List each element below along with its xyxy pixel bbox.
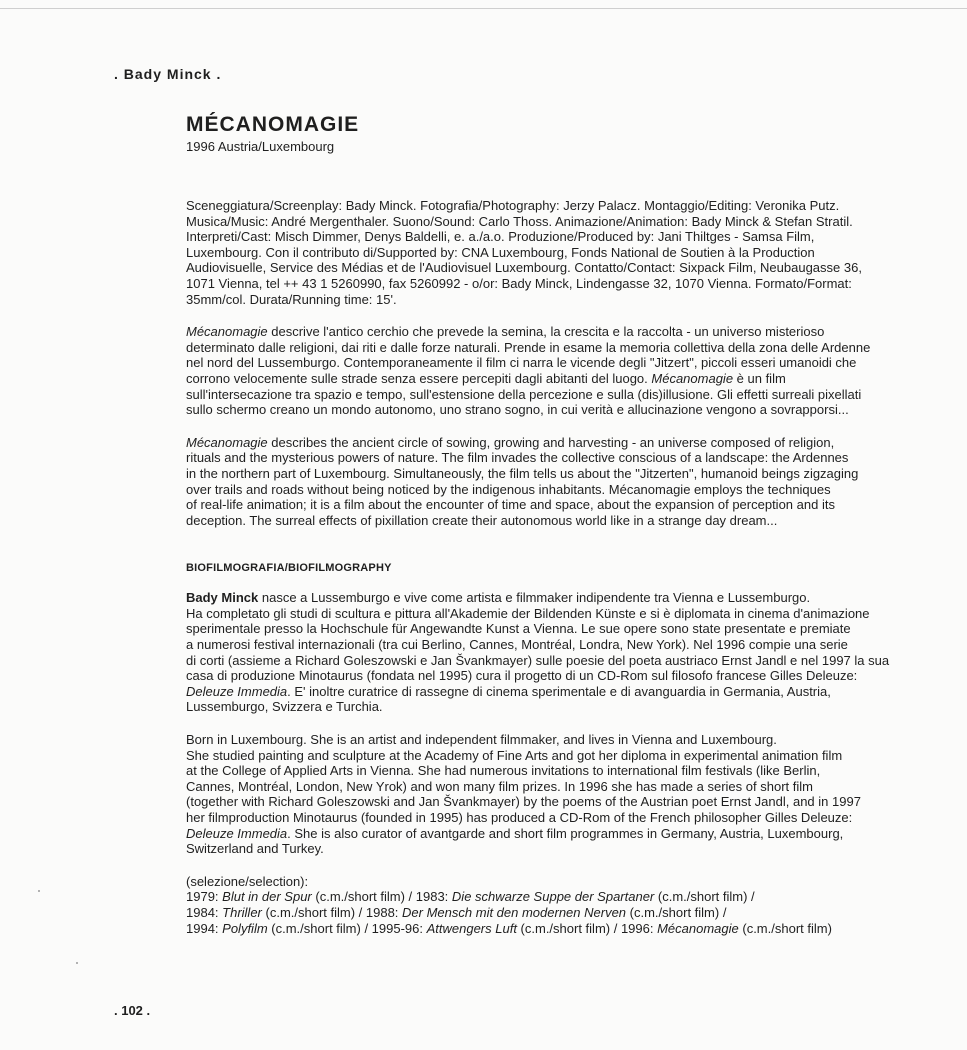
work-title-inline: Deleuze Immedia bbox=[186, 683, 288, 699]
film-entry-title: Polyfilm bbox=[222, 920, 268, 936]
bio-line: di corti (assieme a Richard Goleszowski e Jan Švankmayer) sulle poesie del poeta austriaco Ernst Jandl e nel 1997 la sua bbox=[186, 652, 890, 668]
bio-line: Cannes, Montréal, London, New Yrok) and won many film prizes. In 1996 she has made a series of short film bbox=[186, 778, 813, 794]
synopsis-line: determinato dalle religioni, dai riti e dalle forze naturali. Prende in esame la memoria collettiva della zona delle Ardenne bbox=[186, 339, 871, 355]
film-title: MÉCANOMAGIE bbox=[186, 113, 360, 136]
bio-line: her filmproduction Minotaurus (founded in 1995) has produced a CD-Rom of the French philosopher Gilles Deleuze: bbox=[186, 810, 853, 825]
credits-line: Luxembourg. Con il contributo di/Supported by: CNA Luxembourg, Fonds National de Soutien à la Production bbox=[186, 244, 815, 260]
top-rule bbox=[0, 8, 967, 9]
bio-line: Ha completato gli studi di scultura e pittura all'Akademie der Bildenden Künste e si è diplomata in cinema d'animazione bbox=[186, 605, 870, 621]
synopsis-english bbox=[186, 435, 898, 529]
author-header: . Bady Minck . bbox=[114, 66, 222, 82]
synopsis-text: describes the ancient circle of sowing, growing and harvesting - an universe composed of religion, bbox=[267, 434, 835, 450]
paper-speck bbox=[38, 890, 40, 892]
filmography-row bbox=[186, 889, 898, 905]
synopsis-text: descrive l'antico cerchio che prevede la semina, la crescita e la raccolta - un universo misterioso bbox=[267, 324, 825, 340]
page-number: . 102 . bbox=[114, 1003, 151, 1018]
filmography-selection bbox=[186, 874, 898, 936]
film-entry-title: Blut in der Spur bbox=[222, 889, 312, 905]
film-entry-meta: (c.m./short film) bbox=[738, 920, 832, 936]
film-year: 1994: bbox=[186, 920, 223, 936]
bio-line: Born in Luxembourg. She is an artist and independent filmmaker, and lives in Vienna and Luxembourg. bbox=[186, 732, 777, 748]
film-entry-meta: (c.m./short film) / 1988: bbox=[261, 904, 403, 920]
bio-line bbox=[186, 590, 898, 606]
bio-line: casa di produzione Minotaurus (fondata nel 1995) cura il progetto di un CD-Rom sul filosofo francese Gilles Deleuze: bbox=[186, 668, 858, 684]
bio-line: (together with Richard Goleszowski and Jan Švankmayer) by the poems of the Austrian poet Ernst Jandl, and in 1997 bbox=[186, 794, 861, 810]
credits-line: Musica/Music: André Mergenthaler. Suono/Sound: Carlo Thoss. Animazione/Animation: Bady Minck & Stefan Stratil. bbox=[186, 213, 853, 229]
bio-line: at the College of Applied Arts in Vienna. She had numerous invitations to international film festivals (like Berlin, bbox=[186, 763, 821, 779]
credits-line: Audiovisuelle, Service des Médias et de l'Audiovisuel Luxembourg. Contatto/Contact: Sixpack Film, Neubaugasse 36, bbox=[186, 260, 862, 276]
bio-text: . E' inoltre curatrice di rassegne di cinema sperimentale e di avanguardia in Germania, Austria, bbox=[287, 683, 831, 699]
synopsis-line: nel nord del Lussemburgo. Contemporaneamente il film ci narra le vicende degli "Jitzert", piccoli esseri umanoidi che bbox=[186, 355, 857, 371]
synopsis-line bbox=[186, 324, 898, 340]
biofilmography-heading: BIOFILMOGRAFIA/BIOFILMOGRAPHY bbox=[186, 562, 392, 575]
bio-line: Switzerland and Turkey. bbox=[186, 841, 324, 857]
synopsis-text: corrono velocemente sulle strade senza essere percepiti dagli abitanti del luogo. bbox=[186, 370, 652, 386]
film-subtitle: 1996 Austria/Luxembourg bbox=[186, 139, 335, 154]
author-name: Bady Minck bbox=[186, 590, 259, 606]
synopsis-line: rituals and the mysterious powers of nature. The film invades the collective conscious of a landscape: the Ardennes bbox=[186, 450, 849, 466]
selection-heading: (selezione/selection): bbox=[186, 873, 309, 889]
film-entry-title: Der Mensch mit den modernen Nerven bbox=[402, 904, 627, 920]
synopsis-line: sullo schermo creano un mondo autonomo, uno strano sogno, in cui verità e allucinazione vengono a sovrapporsi... bbox=[186, 402, 849, 418]
film-entry-title: Mécanomagie bbox=[657, 920, 739, 936]
biography-italian bbox=[186, 590, 898, 715]
film-entry-meta: (c.m./short film) / 1983: bbox=[311, 889, 452, 905]
film-entry-title: Attwengers Luft bbox=[426, 920, 517, 936]
film-entry-meta: (c.m./short film) / 1995-96: bbox=[267, 920, 427, 936]
credits-line: Sceneggiatura/Screenplay: Bady Minck. Fotografia/Photography: Jerzy Palacz. Montaggio/Editing: Veronika Putz. bbox=[186, 198, 840, 213]
film-year: 1984: bbox=[186, 904, 223, 920]
film-entry-meta: (c.m./short film) / bbox=[654, 889, 755, 905]
film-year: 1979: bbox=[186, 889, 223, 905]
synopsis-line: in the northern part of Luxembourg. Simultaneously, the film tells us about the "Jitzerten", humanoid beings zigzaging bbox=[186, 465, 859, 481]
bio-line: Lussemburgo, Svizzera e Turchia. bbox=[186, 699, 383, 715]
synopsis-line: sull'intersecazione tra spazio e tempo, sull'estensione della percezione e sulla (dis)illusione. Gli effetti surreali pixellati bbox=[186, 386, 862, 402]
bio-line: sperimentale presso la Hochschule für Angewandte Kunst a Vienna. Le sue opere sono state presentate e premiate bbox=[186, 621, 851, 637]
film-entry-title: Die schwarze Suppe der Spartaner bbox=[451, 889, 655, 905]
bio-line bbox=[186, 684, 898, 700]
bio-line: She studied painting and sculpture at the Academy of Fine Arts and got her diploma in experimental animation film bbox=[186, 747, 843, 763]
film-entry-title: Thriller bbox=[222, 904, 262, 920]
synopsis-line bbox=[186, 435, 898, 451]
film-entry-meta: (c.m./short film) / 1996: bbox=[516, 920, 658, 936]
filmography-row bbox=[186, 905, 898, 921]
synopsis-line: over trails and roads without being noticed by the indigenous inhabitants. Mécanomagie employs the techniques bbox=[186, 481, 831, 497]
film-title-inline: Mécanomagie bbox=[651, 370, 734, 386]
synopsis-line: of real-life animation; it is a film about the encounter of time and space, about the expansion of perception and its bbox=[186, 497, 835, 513]
bio-text: nasce a Lussemburgo e vive come artista e filmmaker indipendente tra Vienna e Lussemburgo. bbox=[258, 590, 811, 606]
work-title-inline: Deleuze Immedia bbox=[186, 825, 288, 841]
film-entry-meta: (c.m./short film) / bbox=[626, 904, 727, 920]
biography-english bbox=[186, 732, 898, 857]
synopsis-italian bbox=[186, 324, 898, 418]
credits-line: 35mm/col. Durata/Running time: 15'. bbox=[186, 291, 397, 307]
credits-block bbox=[186, 198, 898, 307]
bio-text: . She is also curator of avantgarde and short film programmes in Germany, Austria, Luxembourg, bbox=[287, 825, 844, 841]
bio-line: a numerosi festival internazionali (tra cui Berlino, Cannes, Montréal, Londra, New York). Nel 1996 compie una serie bbox=[186, 637, 848, 653]
film-title-inline: Mécanomagie bbox=[186, 434, 268, 450]
credits-line: 1071 Vienna, tel ++ 43 1 5260990, fax 5260992 - o/or: Bady Minck, Lindengasse 32, 1070 Vienna. Formato/Format: bbox=[186, 275, 852, 291]
film-title-inline: Mécanomagie bbox=[186, 324, 268, 340]
synopsis-line: deception. The surreal effects of pixillation create their autonomous world like in a strange day dream... bbox=[186, 512, 778, 528]
bio-line bbox=[186, 826, 898, 842]
synopsis-line bbox=[186, 371, 898, 387]
credits-line: Interpreti/Cast: Misch Dimmer, Denys Baldelli, e. a./a.o. Produzione/Produced by: Jani Thiltges - Samsa Film, bbox=[186, 229, 815, 245]
synopsis-text: è un film bbox=[733, 370, 786, 386]
paper-speck bbox=[76, 962, 78, 964]
main-content bbox=[186, 112, 898, 936]
filmography-row bbox=[186, 921, 898, 937]
